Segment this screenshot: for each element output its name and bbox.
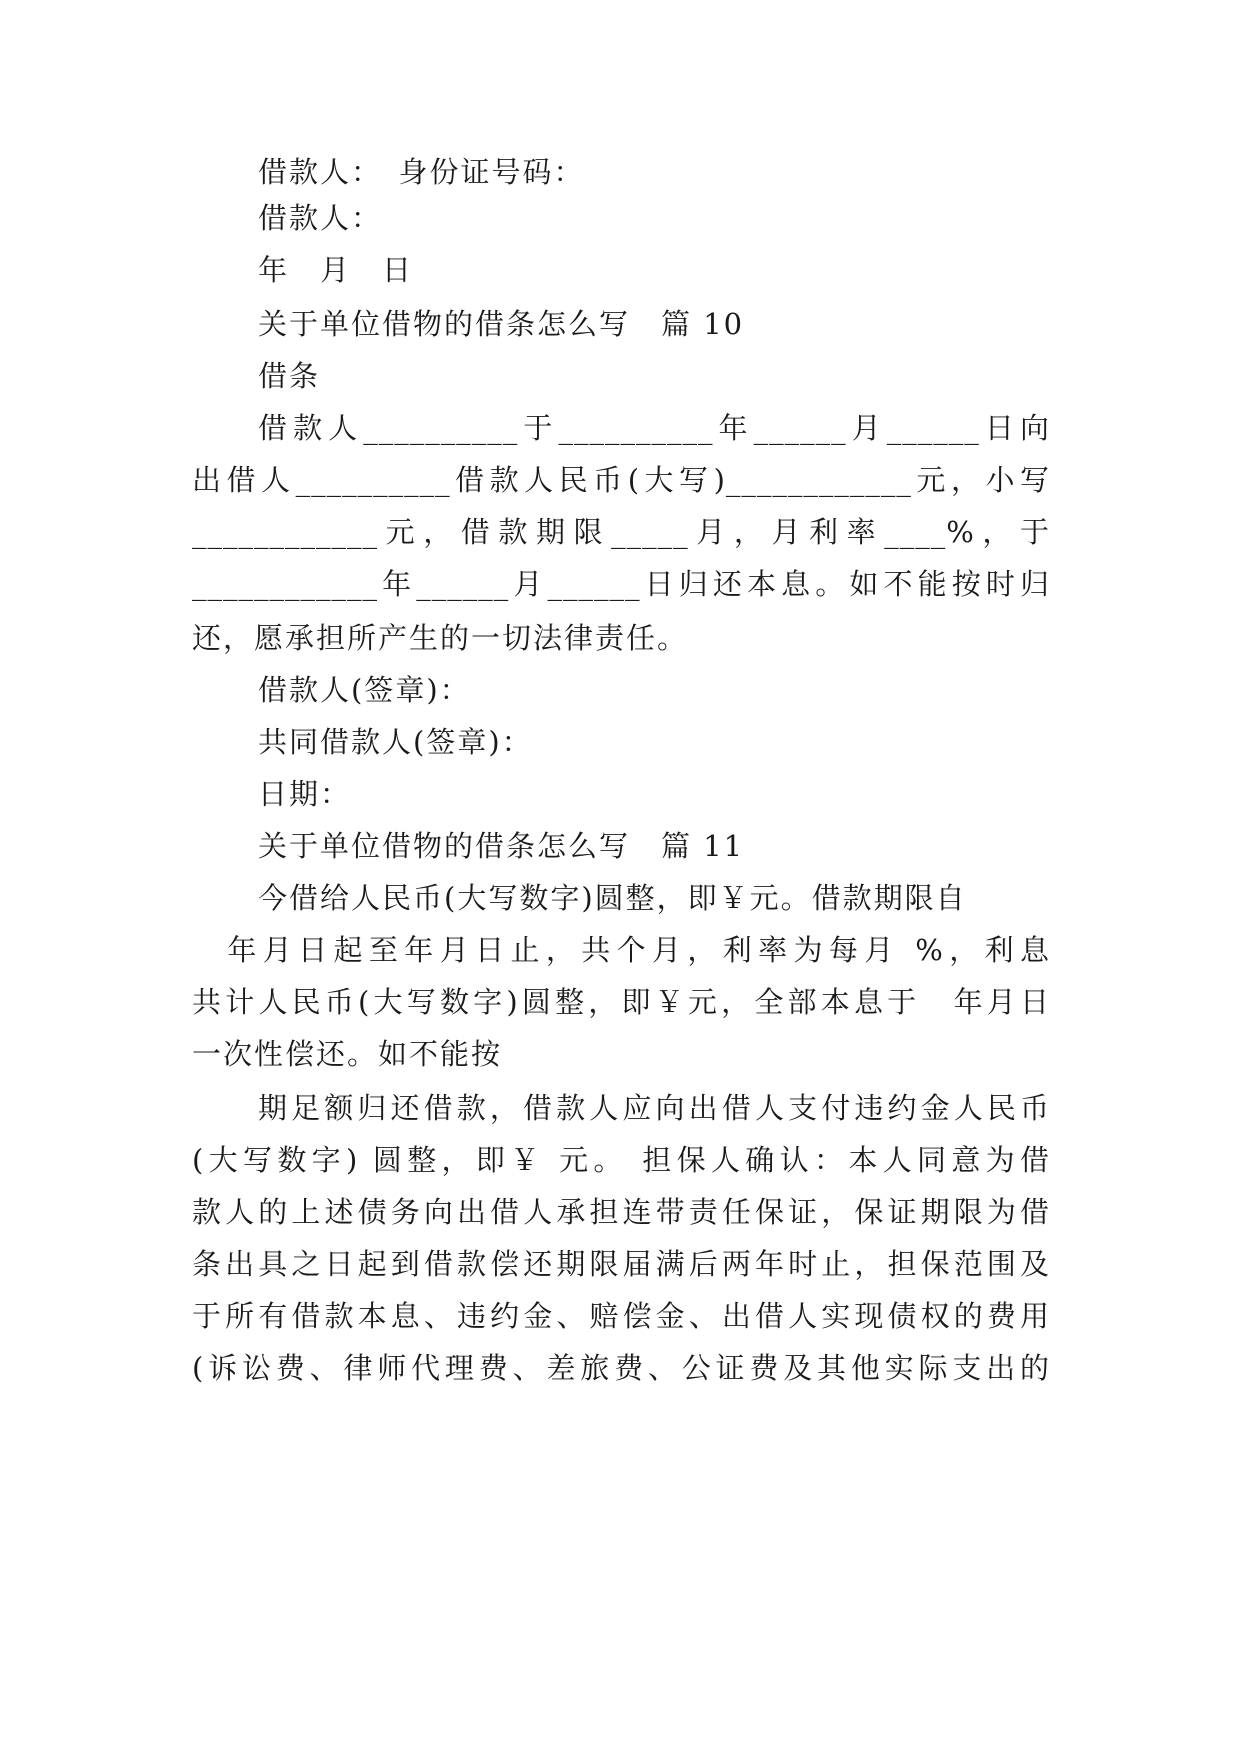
paragraph-line: 借款人__________于__________年______月______日向: [258, 411, 1050, 445]
borrower-line: 借款人：: [258, 201, 383, 235]
borrower-signature-line: 借款人(签章)：: [258, 673, 471, 707]
paragraph-line: 条出具之日起到借款偿还期限届满后两年时止，担保范围及: [192, 1247, 1050, 1281]
date-line: 年 月 日: [258, 253, 414, 287]
paragraph-line: 今借给人民币(大写数字)圆整，即￥元。借款期限自: [258, 881, 967, 915]
borrower-id-line: 借款人： 身份证号码：: [258, 155, 585, 189]
paragraph-line: 还，愿承担所产生的一切法律责任。: [192, 621, 689, 655]
paragraph-line: (诉讼费、律师代理费、差旅费、公证费及其他实际支出的: [192, 1351, 1050, 1385]
paragraph-line: 一次性偿还。如不能按: [192, 1037, 503, 1071]
paragraph-line: (大写数字) 圆整，即￥ 元。 担保人确认：本人同意为借: [192, 1143, 1050, 1177]
paragraph-line: 款人的上述债务向出借人承担连带责任保证，保证期限为借: [192, 1195, 1050, 1229]
paragraph-line: ____________年______月______日归还本息。如不能按时归: [192, 567, 1050, 601]
section-heading-10: 关于单位借物的借条怎么写 篇 10: [258, 307, 745, 341]
section-heading-11: 关于单位借物的借条怎么写 篇 11: [258, 829, 745, 863]
paragraph-line: 期足额归还借款，借款人应向出借人支付违约金人民币: [258, 1091, 1050, 1125]
iou-title: 借条: [258, 359, 321, 393]
paragraph-line: 年月日起至年月日止，共个月，利率为每月 %，利息: [192, 933, 1050, 967]
paragraph-line: ____________元，借款期限_____月，月利率____%，于: [192, 515, 1050, 549]
paragraph-line: 共计人民币(大写数字)圆整，即￥元，全部本息于 年月日: [192, 985, 1050, 1019]
date-label-line: 日期：: [258, 777, 352, 811]
paragraph-line: 出借人__________借款人民币(大写)____________元，小写: [192, 463, 1050, 497]
co-borrower-signature-line: 共同借款人(签章)：: [258, 725, 533, 759]
paragraph-line: 于所有借款本息、违约金、赔偿金、出借人实现债权的费用: [192, 1299, 1050, 1333]
